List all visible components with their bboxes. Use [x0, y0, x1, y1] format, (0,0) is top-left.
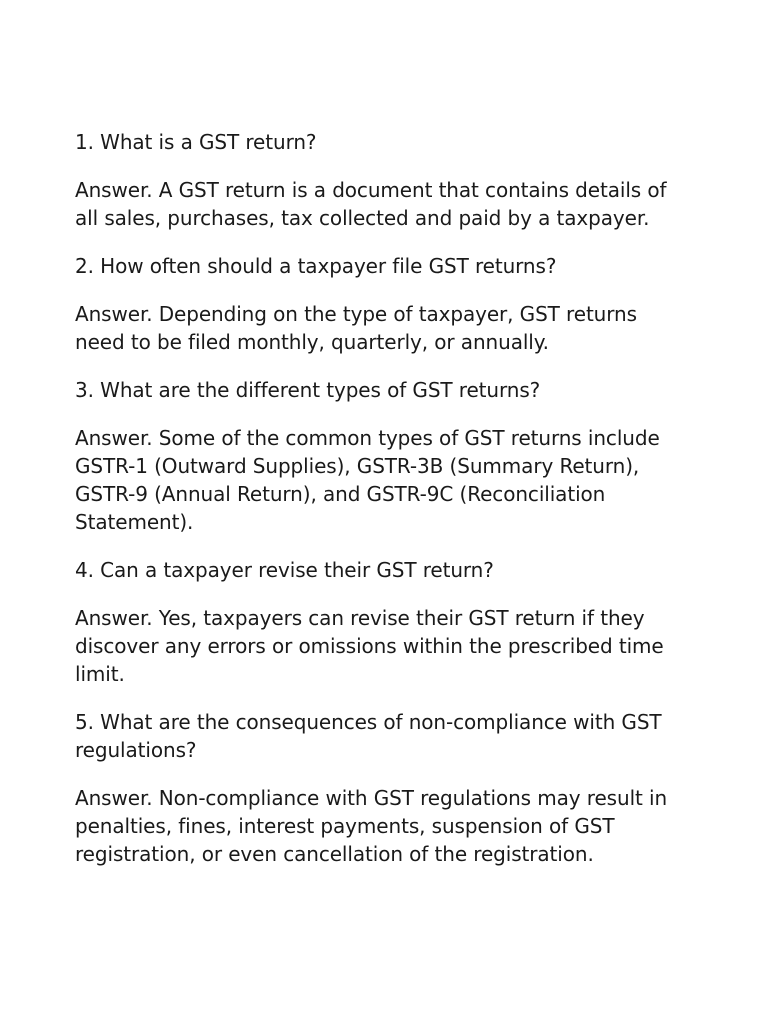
faq-question-5: 5. What are the consequences of non-compliance with GST regulations? — [75, 710, 662, 762]
faq-answer-1: Answer. A GST return is a document that contains details of all sales, purchases, tax collected and paid by a taxpayer. — [75, 178, 667, 230]
faq-answer-5: Answer. Non-compliance with GST regulations may result in penalties, fines, interest payments, suspension of GST registration, or even cancellation of the registration. — [75, 786, 668, 866]
faq-question-4: 4. Can a taxpayer revise their GST return? — [75, 558, 494, 582]
faq-answer-4: Answer. Yes, taxpayers can revise their GST return if they discover any errors or omissions within the prescribed time limit. — [75, 606, 664, 686]
faq-question-2: 2. How often should a taxpayer file GST returns? — [75, 254, 557, 278]
faq-answer-2: Answer. Depending on the type of taxpayer, GST returns need to be filed monthly, quarterly, or annually. — [75, 302, 637, 354]
faq-question-1: 1. What is a GST return? — [75, 130, 317, 154]
faq-answer-3: Answer. Some of the common types of GST returns include GSTR-1 (Outward Supplies), GSTR-3B (Summary Return), GSTR-9 (Annual Return), and GSTR-9C (Reconciliation Statement). — [75, 426, 660, 534]
faq-content — [75, 128, 715, 888]
faq-question-3: 3. What are the different types of GST returns? — [75, 378, 541, 402]
